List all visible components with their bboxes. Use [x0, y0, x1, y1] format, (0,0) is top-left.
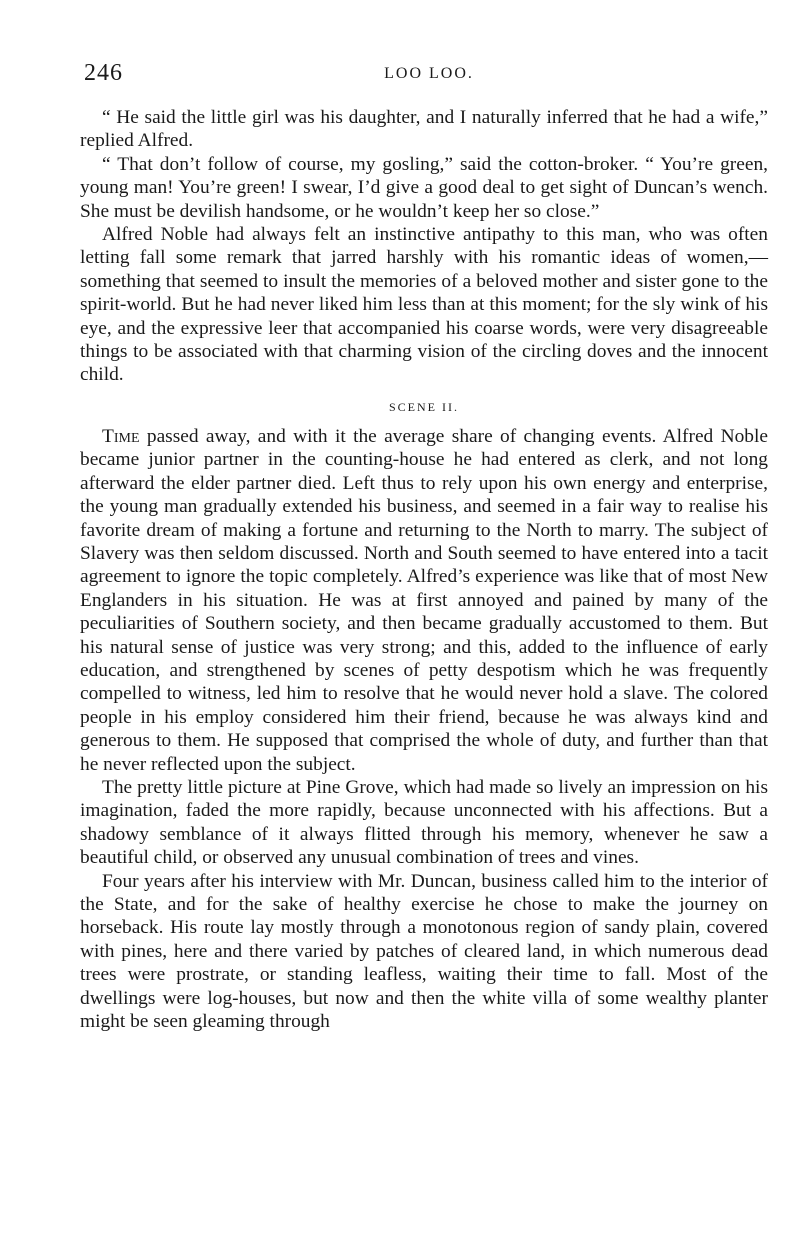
- paragraph-dialogue-alfred: “ He said the little girl was his daughter, and I naturally inferred that he had a wife,” replied Alfred.: [80, 107, 768, 152]
- scene-heading: SCENE II.: [389, 399, 459, 414]
- paragraph-antipathy: Alfred Noble had always felt an instinctive antipathy to this man, who was often letting fall some remark that jarred harshly with his romantic ideas of women,—something that seemed to insult the memories of a beloved mother and sister gone to the spirit-world. But he had never liked him less than at this moment; for the sly wink of his eye, and the expressive leer that accompanied his coarse words, were very disagreeable things to be associated with that charming vision of the circling doves and the innocent child.: [80, 224, 768, 386]
- paragraph-time-passed-text: passed away, and with it the average share of changing events. Alfred Noble became junior partner in the counting-house he had entered as clerk, and not long afterward the elder partner died. Left thus to rely upon his own energy and enterprise, the young man gradually extended his business, and seemed in a fair way to realise his favorite dream of making a fortune and returning to the North to marry. The subject of Slavery was then seldom discussed. North and South seemed to have entered into a tacit agreement to ignore the topic completely. Alfred’s experience was like that of most New Englanders in his situation. He was at first annoyed and pained by many of the peculiarities of Southern society, and then became gradually accustomed to them. But his natural sense of justice was very strong; and this, added to the influence of early education, and strengthened by scenes of petty despotism which he was frequently compelled to witness, led him to resolve that he would never hold a slave. The colored people in his employ considered him their friend, because he was always kind and generous to them. He supposed that comprised the whole of duty, and further than that he never reflected upon the subject.: [80, 425, 768, 775]
- lead-word: Time: [102, 425, 140, 447]
- paragraph-time-passed: [80, 425, 768, 776]
- body-text: [80, 106, 768, 1033]
- paragraph-pine-grove: The pretty little picture at Pine Grove, which had made so lively an impression on his imagination, faded the more rapidly, because unconnected with his affections. But a shadowy semblance of it always flitted through his memory, whenever he saw a beautiful child, or observed any unusual combination of trees and vines.: [80, 776, 768, 869]
- paragraph-dialogue-broker: “ That don’t follow of course, my gosling,” said the cotton-broker. “ You’re green, young man! You’re green! I swear, I’d give a good deal to get sight of Duncan’s wench. She must be devilish handsome, or he wouldn’t keep her so close.”: [80, 153, 768, 222]
- running-title: LOO LOO.: [384, 65, 474, 82]
- page-number: 246: [84, 60, 123, 86]
- paragraph-four-years: Four years after his interview with Mr. Duncan, business called him to the interior of the State, and for the sake of healthy exercise he chose to make the journey on horseback. His route lay mostly through a monotonous region of sandy plain, covered with pines, here and there varied by patches of cleared land, in which numerous dead trees were prostrate, or standing leafless, waiting their time to fall. Most of the dwellings were log-houses, but now and then the white villa of some wealthy planter might be seen gleaming through: [80, 870, 768, 1033]
- running-head: [84, 60, 774, 92]
